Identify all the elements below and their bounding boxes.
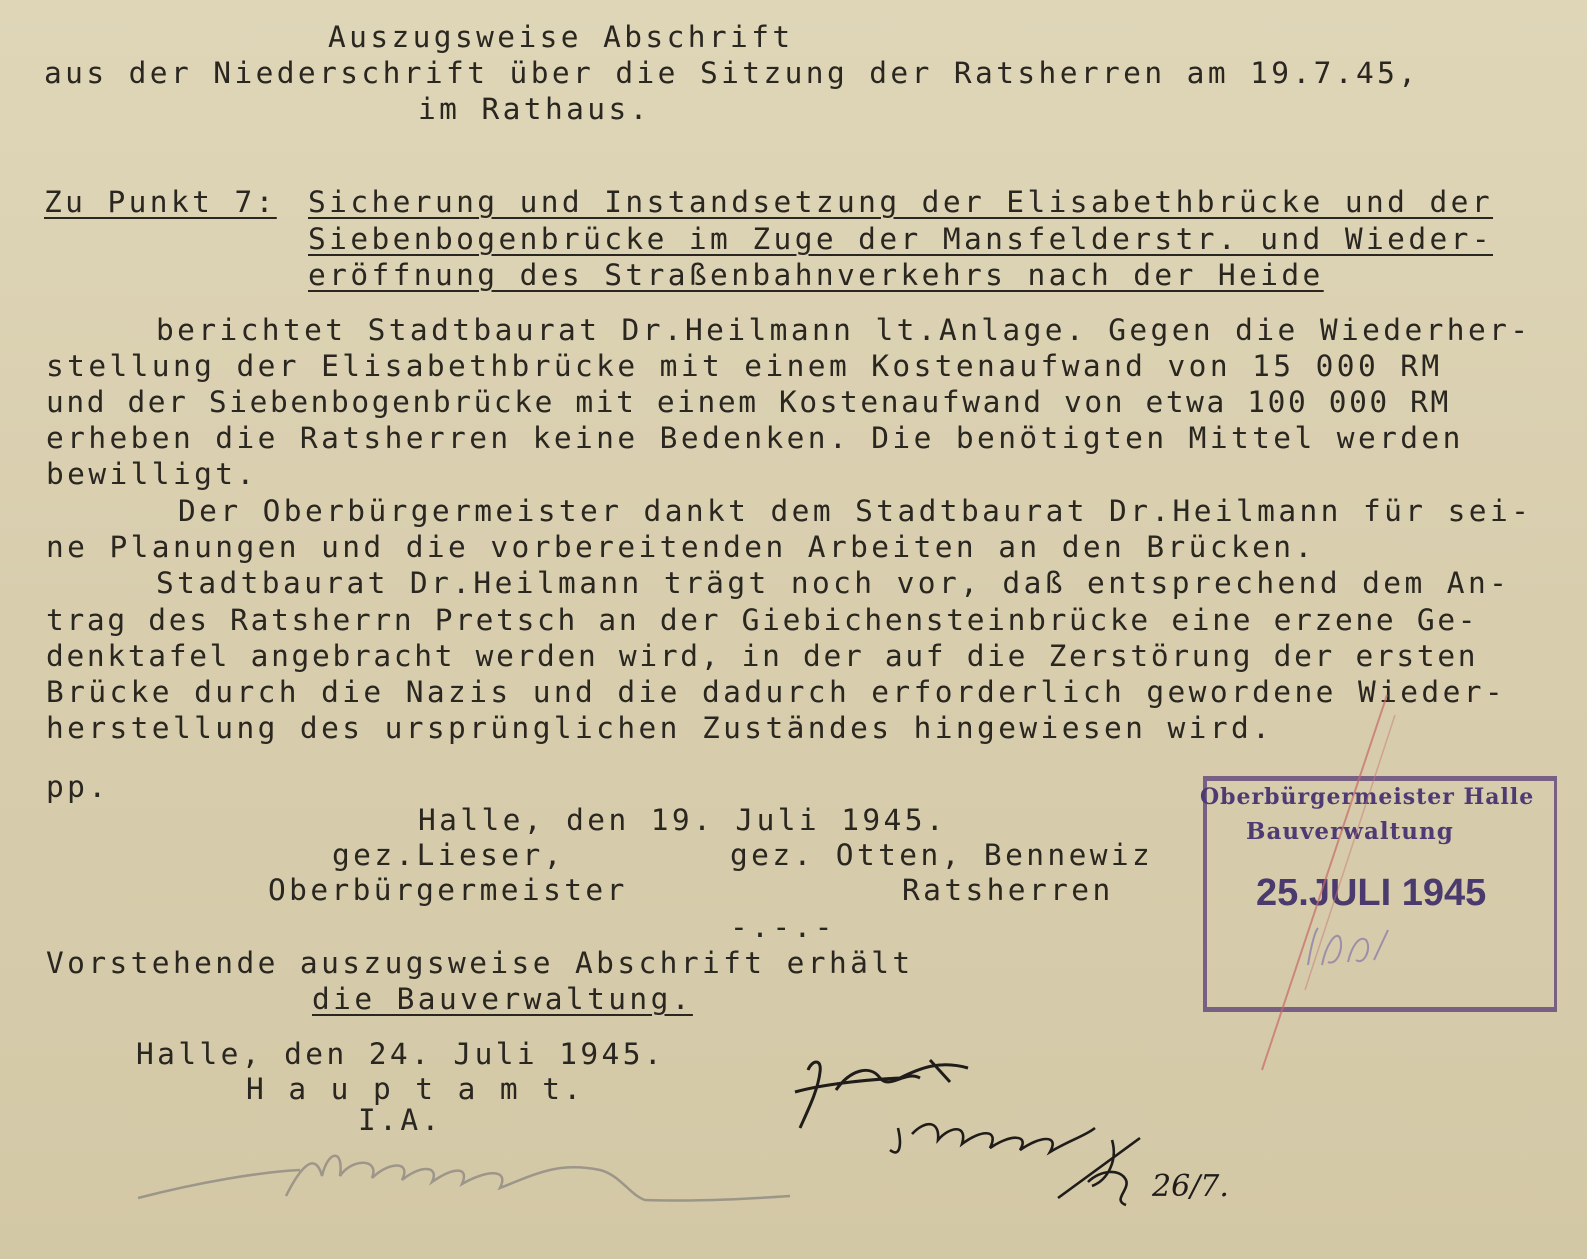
signer2-title: Ratsherren xyxy=(902,873,1114,907)
signature-ink-1 xyxy=(795,1060,968,1128)
body-line-12: herstellung des ursprünglichen Zuständes hingewiesen wird. xyxy=(46,711,1274,745)
initial-ink xyxy=(1058,1138,1140,1205)
item-label: Zu Punkt 7: xyxy=(44,185,277,219)
body-line-9: trag des Ratsherrn Pretsch an der Giebichensteinbrücke eine erzene Ge- xyxy=(46,603,1479,637)
body-line-3: und der Siebenbogenbrücke mit einem Kostenaufwand von etwa 100 000 RM xyxy=(46,385,1451,419)
subject-line-2: Siebenbogenbrücke im Zuge der Mansfelderstr. und Wieder- xyxy=(308,222,1493,256)
signer1-title: Oberbürgermeister xyxy=(268,873,628,907)
body-line-2: stellung der Elisabethbrücke mit einem Kostenaufwand von 15 000 RM xyxy=(46,349,1443,383)
body-line-10: denktafel angebracht werden wird, in der auf die Zerstörung der ersten xyxy=(46,639,1479,673)
red-pencil-stroke-2 xyxy=(1305,715,1395,990)
pp-mark: pp. xyxy=(46,770,110,804)
document-title: Auszugsweise Abschrift xyxy=(328,20,794,54)
body-line-5: bewilligt. xyxy=(46,457,258,491)
body-line-11: Brücke durch die Nazis und die dadurch erforderlich gewordene Wieder- xyxy=(46,675,1507,709)
body-line-1: berichtet Stadtbaurat Dr.Heilmann lt.Anlage. Gegen die Wiederher- xyxy=(156,313,1532,347)
body-line-4: erheben die Ratsherren keine Bedenken. Die benötigten Mittel werden xyxy=(46,421,1464,455)
red-pencil-stroke xyxy=(1262,695,1387,1070)
subject-line-1: Sicherung und Instandsetzung der Elisabethbrücke und der xyxy=(308,185,1493,219)
distribution-line-1: Vorstehende auszugsweise Abschrift erhält xyxy=(46,946,914,980)
footer-office: H a u p t a m t. xyxy=(246,1072,585,1106)
stamp-line-1: Oberbürgermeister Halle xyxy=(1200,784,1535,810)
body-line-6: Der Oberbürgermeister dankt dem Stadtbaurat Dr.Heilmann für sei- xyxy=(178,494,1533,528)
signer1-name: gez.Lieser, xyxy=(332,838,565,872)
footer-place-date: Halle, den 24. Juli 1945. xyxy=(136,1037,666,1071)
body-line-7: ne Planungen und die vorbereitenden Arbeiten an den Brücken. xyxy=(46,530,1316,564)
stamp-date: 25.JULI 1945 xyxy=(1256,872,1487,914)
signature-pencil xyxy=(138,1156,790,1201)
separator: -.-.- xyxy=(730,910,836,944)
distribution-line-2: die Bauverwaltung. xyxy=(312,982,693,1016)
stamp-line-2: Bauverwaltung xyxy=(1246,818,1454,845)
header-line-2: aus der Niederschrift über die Sitzung der Ratsherren am 19.7.45, xyxy=(44,56,1420,90)
closing-place-date: Halle, den 19. Juli 1945. xyxy=(418,803,948,837)
subject-line-3: eröffnung des Straßenbahnverkehrs nach der Heide xyxy=(308,258,1324,292)
initial-date: 26/7. xyxy=(1152,1169,1229,1204)
body-line-8: Stadtbaurat Dr.Heilmann trägt noch vor, daß entsprechend dem An- xyxy=(156,566,1511,600)
signature-ink-2 xyxy=(890,1124,1095,1152)
signer2-name: gez. Otten, Bennewiz xyxy=(730,838,1154,872)
footer-ia: I.A. xyxy=(358,1103,443,1137)
header-line-3: im Rathaus. xyxy=(418,92,651,126)
